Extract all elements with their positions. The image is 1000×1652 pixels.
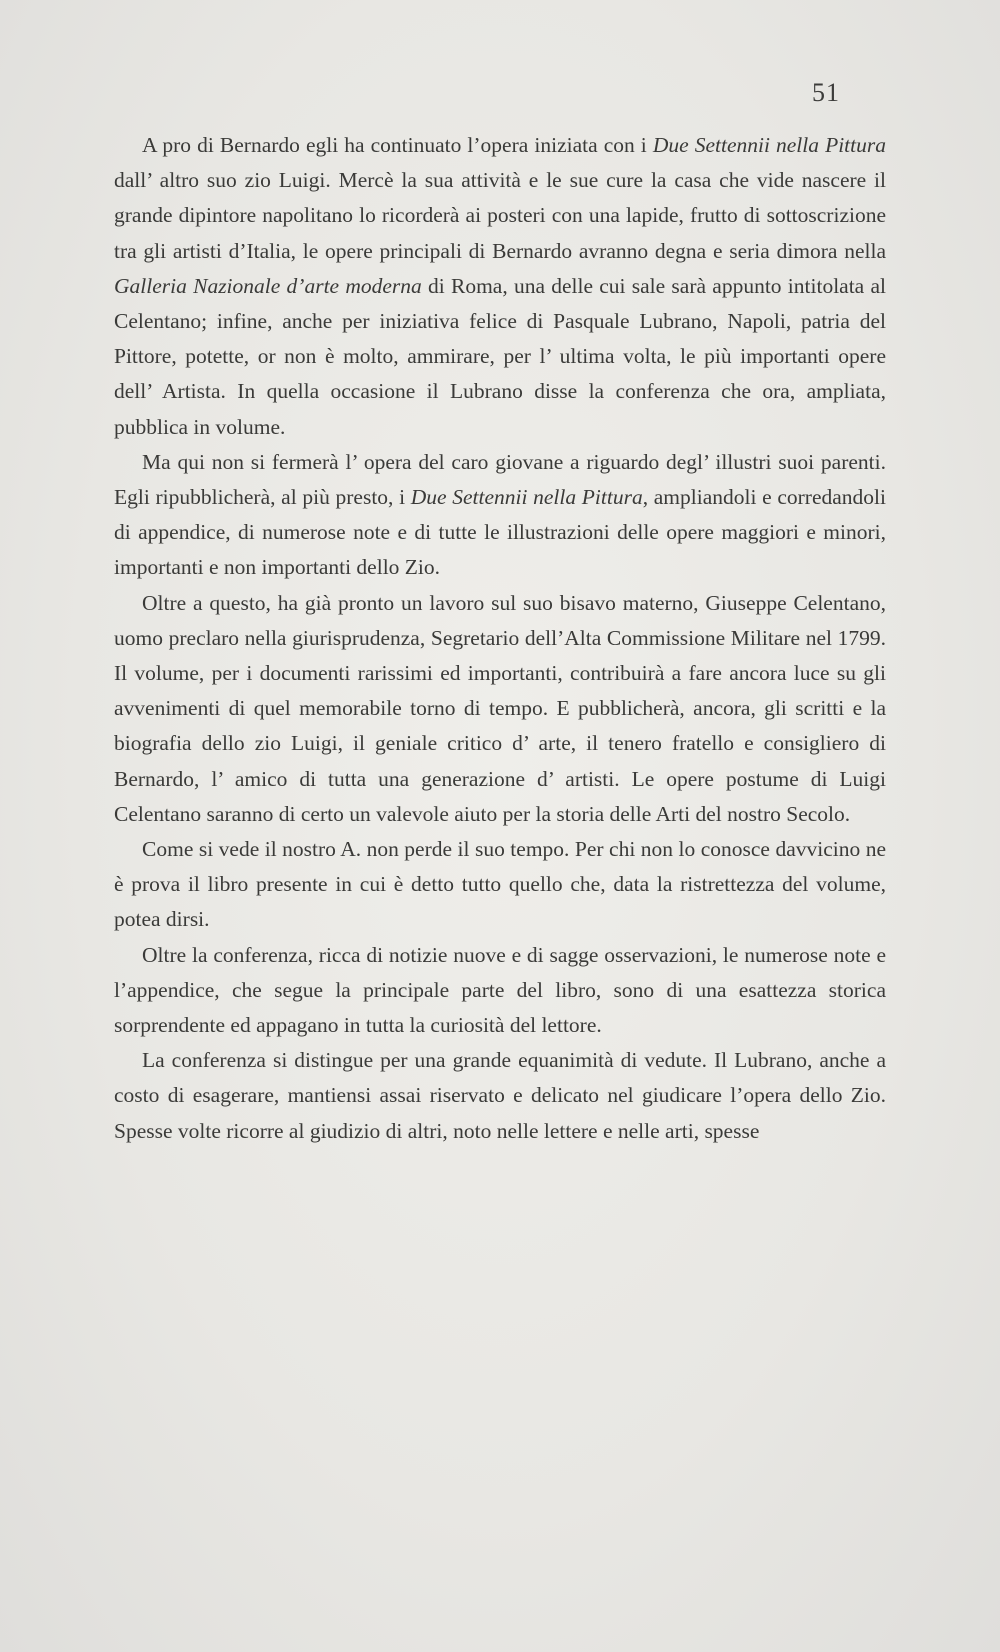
paragraph: [114, 1043, 886, 1149]
page-text: [114, 128, 886, 1149]
italic-title: Due Settennii nella Pittura: [410, 485, 643, 510]
paragraph: [114, 128, 886, 445]
text-run: Ma qui non si fermerà l’ opera del caro giovane a riguardo degl’ illustri suoi parenti. Egli ripubblicherà, al più presto, i: [114, 449, 886, 510]
text-run: , ampliandoli e corredandoli di appendice, di numerose note e di tutte le illustrazioni delle opere maggiori e minori, importanti e non importanti dello Zio.: [114, 485, 886, 580]
italic-title: Galleria Nazionale d’arte moderna: [114, 273, 422, 298]
text-run: La conferenza si distingue per una grande equanimità di vedute. Il Lubrano, anche a costo di esagerare, mantiensi assai riservato e delicato nel giudicare l’opera dello Zio. Spesse volte ricorre al giudizio di altri, noto nelle lettere e nelle arti, spesse: [114, 1048, 886, 1143]
text-run: dall’ altro suo zio Luigi. Mercè la sua attività e le sue cure la casa che vide nascere il grande dipintore napolitano lo ricorderà ai posteri con una lapide, frutto di sottoscrizione tra gli artisti d’Italia, le opere principali di Bernardo avranno degna e seria dimora nella: [114, 168, 886, 263]
paragraph: [114, 586, 886, 832]
text-run: Oltre la conferenza, ricca di notizie nuove e di sagge osservazioni, le numerose note e l’appendice, che segue la principale parte del libro, sono di una esattezza storica sorprendente ed appagano in tutta la curiosità del lettore.: [114, 942, 886, 1038]
text-run: Come si vede il nostro A. non perde il suo tempo. Per chi non lo conosce davvicino ne è prova il libro presente in cui è detto tutto quello che, data la ristrettezza del volume, potea dirsi.: [114, 837, 886, 932]
text-run: di Roma, una delle cui sale sarà appunto intitolata al Celentano; infine, anche per iniziativa felice di Pasquale Lubrano, Napoli, patria del Pittore, potette, or non è molto, ammirare, per l’ ultima volta, le più importanti opere dell’ Artista. In quella occasione il Lubrano disse la conferenza che ora, ampliata, pubblica in volume.: [114, 273, 886, 439]
paragraph: [114, 832, 886, 938]
paragraph: [114, 445, 886, 586]
paragraph: [114, 938, 886, 1044]
page-number: 51: [812, 78, 840, 107]
text-run: A pro di Bernardo egli ha continuato l’opera iniziata con i: [142, 133, 653, 157]
italic-title: Due Settennii nella Pittura: [652, 133, 886, 157]
text-run: Oltre a questo, ha già pronto un lavoro sul suo bisavo materno, Giuseppe Celentano, uomo preclaro nella giurisprudenza, Segretario dell’Alta Commissione Militare nel 1799. Il volume, per i documenti rarissimi ed importanti, contribuirà a fare ancora luce su gli avvenimenti di quel memorabile torno di tempo. E pubblicherà, ancora, gli scritti e la biografia dello zio Luigi, il geniale critico d’ arte, il tenero fratello e consigliero di Bernardo, l’ amico di tutta una generazione d’ artisti. Le opere postume di Luigi Celentano saranno di certo un valevole aiuto per la storia delle Arti del nostro Secolo.: [114, 590, 886, 826]
